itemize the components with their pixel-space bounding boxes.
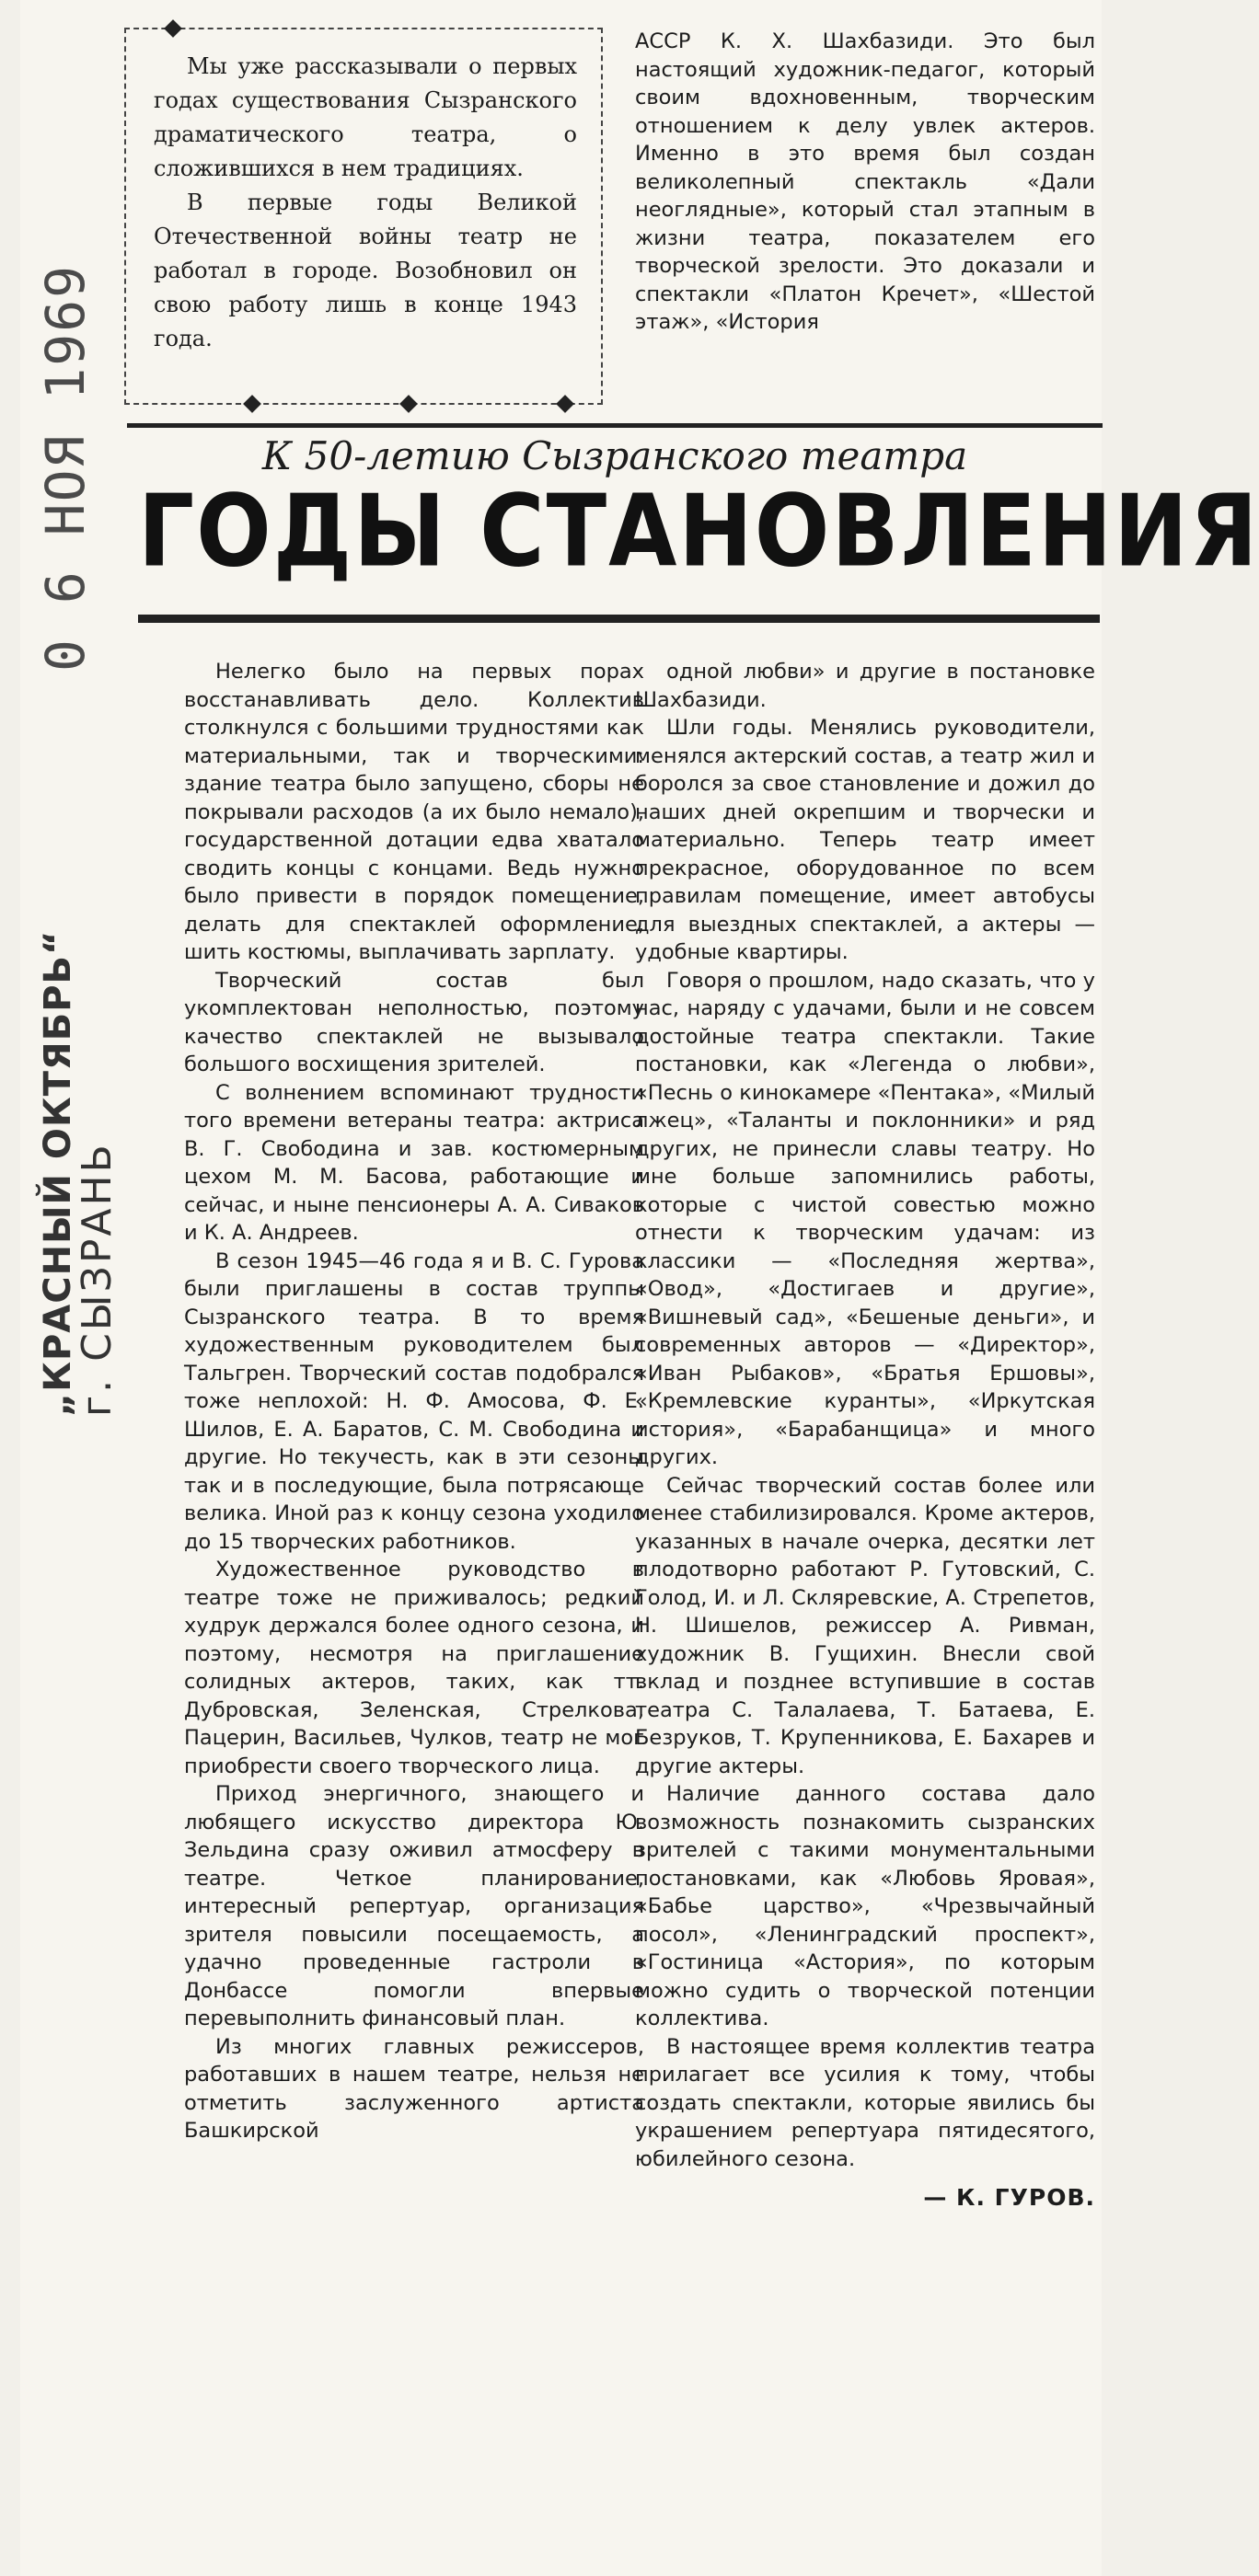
article-paragraph: Из многих главных режиссеров, работавших в нашем театре, нельзя не отметить заслуженного артиста Башкирской <box>184 2034 644 2143</box>
headline: ГОДЫ СТАНОВЛЕНИЯ <box>138 474 1259 590</box>
article-paragraph: С волнением вспоминают трудности того времени ветераны театра: актриса В. Г. Свободина и зав. костюмерным цехом М. М. Басова, работающие и сейчас, и ныне пенсионеры А. А. Сиваков и К. А. Андреев. <box>184 1080 644 1245</box>
date-stamp-text: 0 6 НОЯ 1969 <box>34 263 97 672</box>
article-paragraph: В сезон 1945—46 года я и В. С. Гурова были приглашены в состав труппы Сызранского театра. В то время художественным руководителем был Тальгрен. Творческий состав подобрался тоже неплохой: Н. Ф. Амосова, Ф. Е. Шилов, Е. А. Баратов, С. М. Свободина и другие. Но текучесть, как в эти сезоны так и в последующие, была потрясающе велика. Иной раз к концу сезона уходило до 15 творческих работников. <box>184 1248 644 1554</box>
article-paragraph: Нелегко было на первых порах восстанавливать дело. Коллектив столкнулся с большими трудностями как материальными, так и творческими: здание театра было запущено, сборы не покрывали расходов (а их было немало), государственной дотации едва хватало сводить концы с концами. Ведь нужно было привести в порядок помещение, делать для спектаклей оформление, шить костюмы, выплачивать зарплату. <box>184 660 644 964</box>
article-paragraph: Наличие данного состава дало возможность познакомить сызранских зрителей с такими монументальными постановками, как «Любовь Яровая», «Бабье царство», «Чрезвычайный посол», «Ленинградский проспект», «Гостиница «Астория», по которым можно судить о творческой потенции коллектива. <box>635 1782 1095 2030</box>
article-paragraph: Сейчас творческий состав более или менее стабилизировался. Кроме актеров, указанных в начале очерка, десятки лет плодотворно работают Р. Гутовский, С. Голод, И. и Л. Скляревские, А. Стрепетов, Н. Шишелов, режиссер А. Ривман, художник В. Гущихин. Внесли свой вклад и позднее вступившие в состав театра С. Талалаева, Т. Батаева, Е. Безруков, Т. Крупенникова, Е. Бахарев и другие актеры. <box>635 1473 1095 1778</box>
headline-rule <box>138 615 1100 623</box>
intro-box <box>124 28 603 405</box>
intro-paragraph: Мы уже рассказывали о первых годах существования Сызранского драматического театра, о сложившихся в нем традициях. <box>154 53 577 181</box>
article-paragraph: одной любви» и другие в постановке Шахбазиди. <box>635 660 1095 712</box>
newspaper-name-text: „КРАСНЫЙ ОКТЯБРЬ“ <box>37 929 79 1417</box>
rubric: К 50-летию Сызранского театра <box>127 423 1103 478</box>
left-column <box>184 658 644 2145</box>
article-paragraph: Приход энергичного, знающего и любящего искусство директора Ю. Зельдина сразу оживил атмосферу в театре. Четкое планирование, интересный репертуар, организация зрителя повысили посещаемость, а удачно проведенные гастроли в Донбассе помогли впервые перевыполнить финансовый план. <box>184 1782 644 2030</box>
article-paragraph: Говоря о прошлом, надо сказать, что у нас, наряду с удачами, были и не совсем достойные театра спектакли. Такие постановки, как «Легенда о любви», «Песнь о кинокамере «Пентака», «Милый лжец», «Таланты и поклонники» и ряд других, не принесли славы театру. Но мне больше запомнились работы, которые с чистой совестью можно отнести к творческим удачам: из классики — «Последняя жертва», «Овод», «Достигаев и другие», «Вишневый сад», «Бешеные деньги», и современных авторов — «Директор», «Иван Рыбаков», «Братья Ершовы», «Кремлевские куранты», «Иркутская история», «Барабанщица» и много других. <box>635 968 1095 1469</box>
intro-paragraph: В первые годы Великой Отечественной войны театр не работал в городе. Возобновил он свою работу лишь в конце 1943 года. <box>154 190 577 351</box>
article-paragraph: В настоящее время коллектив театра прилагает все усилия к тому, чтобы создать спектакли, которые явились бы украшением репертуара пятидесятого, юбилейного сезона. <box>635 2034 1095 2171</box>
article-paragraph: Шли годы. Менялись руководители, менялся актерский состав, а театр жил и боролся за свое становление и дожил до наших дней окрепшим и творчески и материально. Теперь театр имеет прекрасное, оборудованное по всем правилам помещение, имеет автобусы для выездных спектаклей, а актеры — удобные квартиры. <box>635 716 1095 964</box>
continued-paragraph: АССР К. Х. Шахбазиди. Это был настоящий художник-педагог, который своим вдохновенным, творческим отношением к делу увлек актеров. Именно в это время был создан великолепный спектакль «Дали неоглядные», который стал этапным в жизни театра, показателем его творческой зрелости. Это доказали и спектакли «Платон Кречет», «Шестой этаж», «История <box>635 29 1095 334</box>
article-paragraph: Творческий состав был укомплектован неполностью, поэтому качество спектаклей не вызывало большого восхищения зрителей. <box>184 968 644 1076</box>
city-name <box>64 1067 138 1417</box>
article-paragraph: Художественное руководство в театре тоже не приживалось; редкий худрук держался более одного сезона, и поэтому, несмотря на приглашение солидных актеров, таких, как тт. Дубровская, Зеленская, Стрелкова, Пацерин, Васильев, Чулков, театр не мог приобрести своего творческого лица. <box>184 1558 644 1778</box>
continued-text-top <box>635 28 1095 337</box>
author-signature: — К. ГУРОВ. <box>923 2184 1095 2211</box>
city-name-text: г. СЫЗРАНЬ <box>74 1142 121 1417</box>
date-stamp <box>23 263 106 672</box>
right-column <box>635 658 1095 2211</box>
